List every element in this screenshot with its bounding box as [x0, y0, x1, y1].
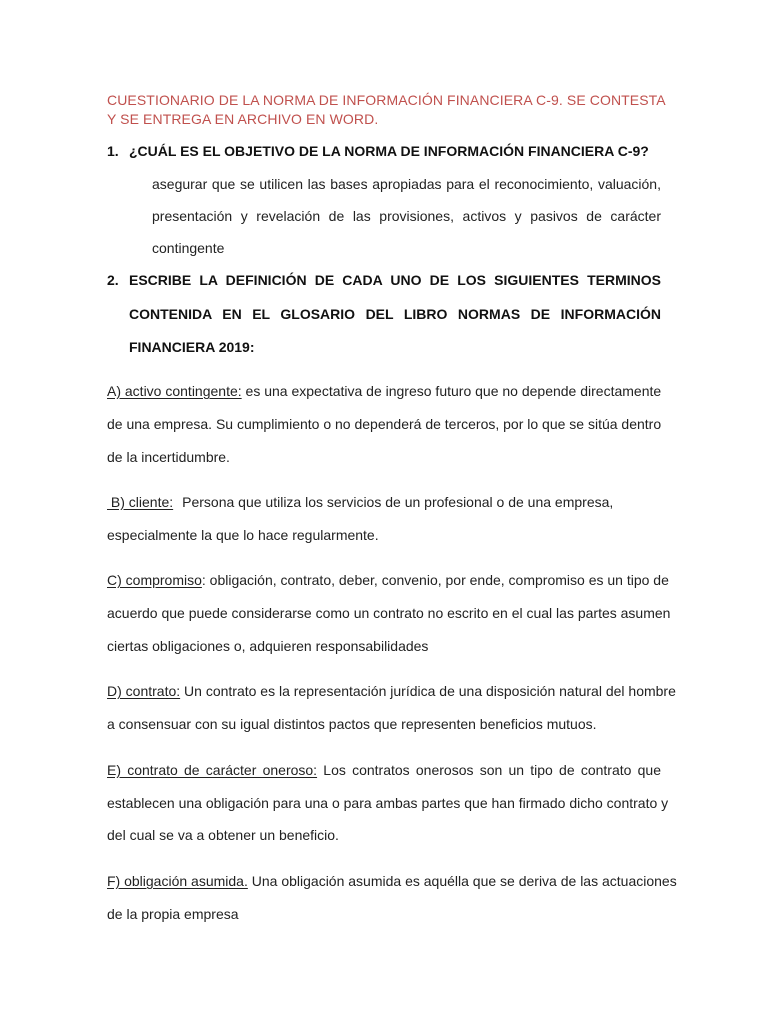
definition-b-term: B) cliente:	[107, 494, 174, 510]
definition-f-line-1	[107, 873, 677, 889]
answer-1-line-3: contingente	[152, 240, 225, 256]
definition-a-line-1	[107, 383, 661, 399]
definition-e-line-1	[107, 762, 661, 778]
definition-d-text-1: Un contrato es la representación jurídica de una disposición natural del hombre	[184, 683, 676, 699]
definition-d-line-1	[107, 683, 676, 699]
question-2-number: 2.	[107, 272, 119, 288]
definition-f-text-1: Una obligación asumida es aquélla que se deriva de las actuaciones	[251, 873, 677, 889]
definition-c-term: C) compromiso	[107, 572, 202, 588]
definition-e-text-1: Los contratos onerosos son un tipo de contrato que	[323, 762, 661, 778]
definition-a-text-1: es una expectativa de ingreso futuro que no depende directamente	[245, 383, 662, 399]
definition-d-line-2: a consensuar con su igual distintos pactos que representen beneficios mutuos.	[107, 716, 597, 732]
question-1-text: ¿CUÁL ES EL OBJETIVO DE LA NORMA DE INFORMACIÓN FINANCIERA C-9?	[129, 143, 649, 159]
definition-e-line-2: establecen una obligación para una o para ambas partes que han firmado dicho contrato y	[107, 795, 669, 811]
definition-c-line-3: ciertas obligaciones o, adquieren responsabilidades	[107, 638, 429, 654]
question-2-line-3: FINANCIERA 2019:	[129, 339, 255, 355]
definition-e-term: E) contrato de carácter oneroso:	[107, 762, 318, 778]
question-1-number: 1.	[107, 143, 119, 159]
definition-f-line-2: de la propia empresa	[107, 906, 239, 922]
question-2-line-1: ESCRIBE LA DEFINICIÓN DE CADA UNO DE LOS SIGUIENTES TERMINOS	[129, 272, 661, 288]
definition-c-line-2: acuerdo que puede considerarse como un contrato no escrito en el cual las partes asumen	[107, 605, 671, 621]
definition-b-line-1	[107, 494, 661, 510]
definition-f-term: F) obligación asumida.	[107, 873, 248, 889]
definition-c-line-1	[107, 572, 669, 588]
definition-b-text-1: Persona que utiliza los servicios de un profesional o de una empresa,	[182, 494, 614, 510]
answer-1-line-1: asegurar que se utilicen las bases apropiadas para el reconocimiento, valuación,	[152, 176, 661, 192]
answer-1-line-2: presentación y revelación de las provisiones, activos y pasivos de carácter	[152, 208, 661, 224]
definition-a-line-2: de una empresa. Su cumplimiento o no dependerá de terceros, por lo que se sitúa dentro	[107, 416, 662, 432]
definition-a-term: A) activo contingente:	[107, 383, 242, 399]
definition-c-text-1: : obligación, contrato, deber, convenio, por ende, compromiso es un tipo de	[201, 572, 669, 588]
document-header: CUESTIONARIO DE LA NORMA DE INFORMACIÓN FINANCIERA C-9. SE CONTESTA Y SE ENTREGA EN ARCHIVO EN WORD.	[107, 92, 665, 127]
definition-b-line-2: especialmente la que lo hace regularmente.	[107, 527, 379, 543]
definition-d-term: D) contrato:	[107, 683, 181, 699]
definition-a-line-3: de la incertidumbre.	[107, 449, 230, 465]
definition-e-line-3: del cual se va a obtener un beneficio.	[107, 827, 339, 843]
question-2-line-2: CONTENIDA EN EL GLOSARIO DEL LIBRO NORMAS DE INFORMACIÓN	[129, 306, 661, 322]
